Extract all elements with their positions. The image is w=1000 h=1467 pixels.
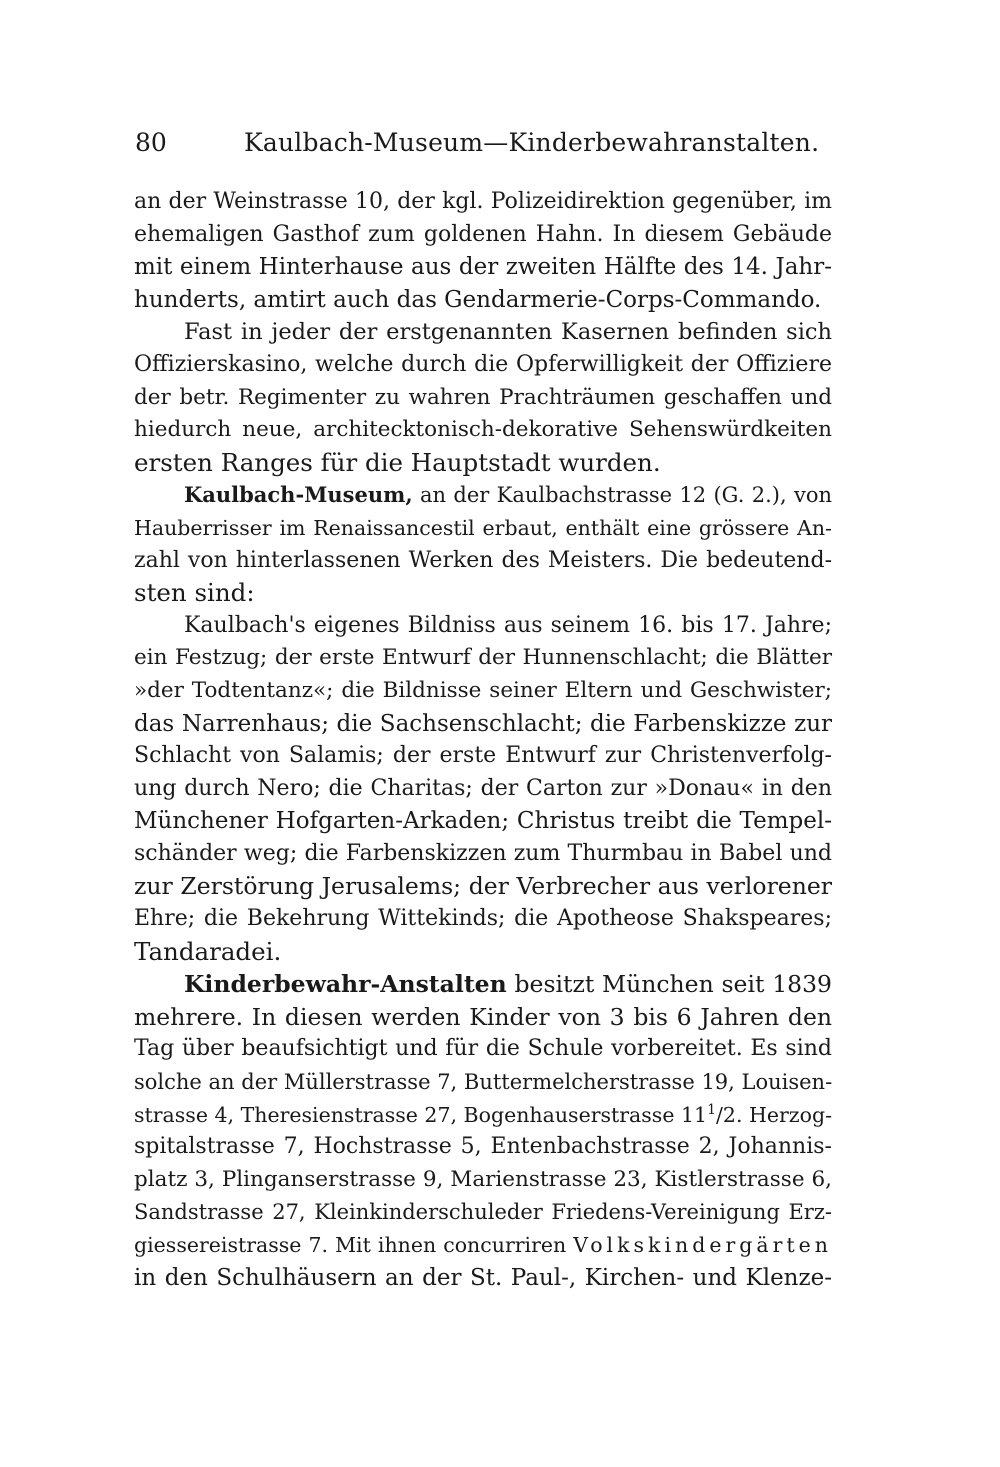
text-line: Münchener Hofgarten-Arkaden; Christus treibt die Tempel-	[134, 808, 832, 835]
text-line: zahl von hinterlassenen Werken des Meisters. Die bedeutend-	[134, 547, 832, 573]
text-span: giessereistrasse 7. Mit ihnen concurriren	[134, 1233, 574, 1257]
body-text	[134, 186, 832, 1294]
page-header	[135, 128, 835, 164]
text-line: Ehre; die Bekehrung Wittekinds; die Apotheose Shakspeares;	[134, 906, 832, 932]
text-line: platz 3, Plinganserstrasse 9, Marienstrasse 23, Kistlerstrasse 6,	[134, 1166, 832, 1192]
text-span: an der Kaulbachstrasse 12 (G. 2.), von	[412, 483, 832, 508]
emphasized-term: Volkskindergärten	[573, 1233, 832, 1257]
text-line	[134, 968, 832, 1001]
text-line: Offizierskasino, welche durch die Opferwilligkeit der Offiziere	[134, 351, 832, 377]
text-line: Fast in jeder der erstgenannten Kasernen befinden sich	[184, 319, 832, 346]
text-line: das Narrenhaus; die Sachsenschlacht; die Farbenskizze zur	[134, 710, 832, 737]
text-line: ung durch Nero; die Charitas; der Carton zur »Donau« in den	[134, 775, 832, 801]
text-line: hunderts, amtirt auch das Gendarmerie-Corps-Commando.	[134, 286, 822, 313]
section-heading-kinderbewahr-anstalten: Kinderbewahr-Anstalten	[184, 970, 507, 999]
text-line: Kaulbach's eigenes Bildniss aus seinem 16. bis 17. Jahre;	[184, 612, 832, 638]
text-line: Tandaradei.	[134, 936, 282, 966]
text-line	[134, 1099, 832, 1132]
text-line	[134, 479, 832, 512]
text-line: Hauberrisser im Renaissancestil erbaut, enthält eine grössere An-	[134, 515, 832, 540]
text-line: Schlacht von Salamis; der erste Entwurf zur Christenverfolg-	[134, 743, 832, 769]
running-title: Kaulbach-Museum—Kinderbewahranstalten.	[244, 128, 820, 157]
text-line: sten sind:	[134, 578, 255, 608]
text-line: zur Zerstörung Jerusalems; der Verbrecher aus verlorener	[134, 872, 832, 901]
text-line: mehrere. In diesen werden Kinder von 3 bis 6 Jahren den	[134, 1002, 832, 1031]
text-line: an der Weinstrasse 10, der kgl. Polizeidirektion gegenüber, im	[134, 189, 832, 214]
text-line: schänder weg; die Farbenskizzen zum Thurmbau in Babel und	[134, 840, 832, 866]
text-line: ein Festzug; der erste Entwurf der Hunnenschlacht; die Blätter	[134, 645, 832, 671]
section-heading-kaulbach-museum: Kaulbach-Museum,	[184, 482, 413, 508]
text-line: mit einem Hinterhause aus der zweiten Hälfte des 14. Jahr-	[134, 254, 832, 281]
text-line	[134, 1229, 832, 1262]
text-line: Tag über beaufsichtigt und für die Schule vorbereitet. Es sind	[134, 1036, 832, 1062]
text-line: solche an der Müllerstrasse 7, Buttermelcherstrasse 19, Louisen-	[134, 1070, 833, 1095]
text-line: hiedurch neue, architecktonisch-dekorative Sehenswürdkeiten	[134, 417, 832, 443]
text-line: der betr. Regimenter zu wahren Prachträumen geschaffen und	[134, 384, 832, 410]
fraction-numerator: 1	[707, 1101, 716, 1118]
text-line: ehemaligen Gasthof zum goldenen Hahn. In diesem Gebäude	[134, 221, 832, 247]
text-line: ersten Ranges für die Hauptstadt wurden.	[134, 447, 661, 477]
page-number: 80	[135, 128, 167, 157]
text-line: spitalstrasse 7, Hochstrasse 5, Entenbachstrasse 2, Johannis-	[134, 1134, 832, 1160]
text-line: in den Schulhäusern an der St. Paul-, Kirchen- und Klenze-	[134, 1264, 832, 1291]
text-line: »der Todtentanz«; die Bildnisse seiner Eltern und Geschwister;	[134, 677, 832, 703]
text-span: strasse 4, Theresienstrasse 27, Bogenhauserstrasse 11	[134, 1102, 708, 1127]
text-span: /2. Herzog-	[716, 1102, 833, 1127]
text-span: besitzt München seit 1839	[506, 970, 832, 999]
text-line: Sandstrasse 27, Kleinkinderschuleder Friedens-Vereinigung Erz-	[134, 1200, 832, 1225]
